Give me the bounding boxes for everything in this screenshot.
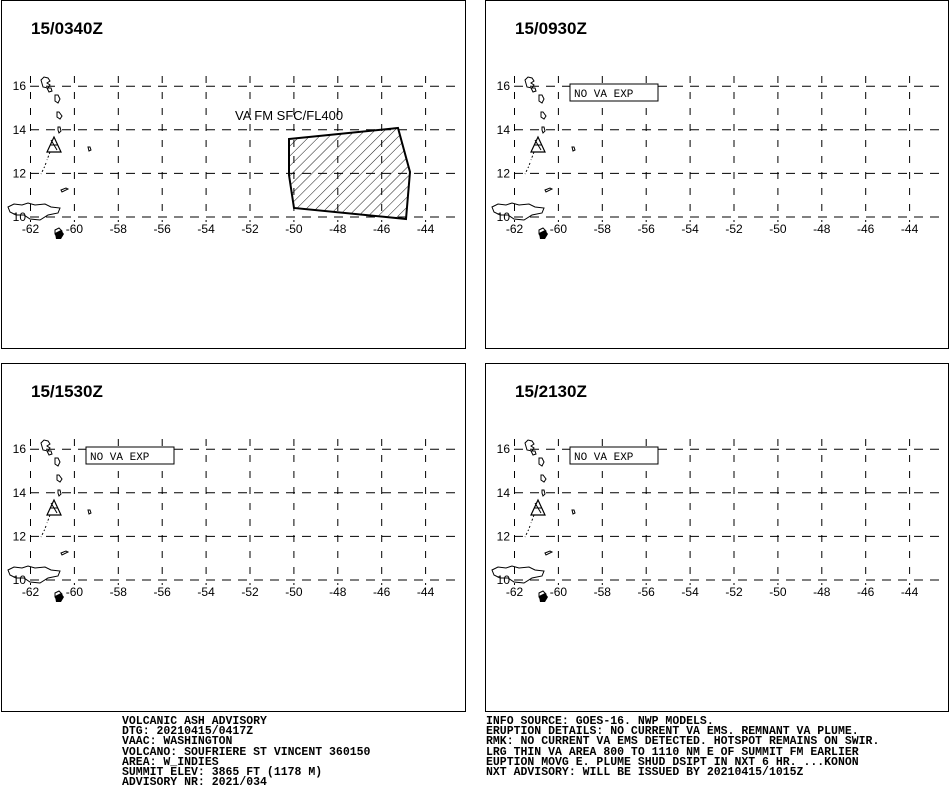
lon-tick-label: -58 bbox=[593, 222, 611, 236]
lat-tick-label: 12 bbox=[496, 529, 510, 544]
lon-tick-label: -54 bbox=[197, 222, 215, 236]
lon-tick-label: -58 bbox=[109, 222, 127, 236]
lat-tick-label: 16 bbox=[12, 79, 26, 94]
lon-tick-label: -44 bbox=[416, 585, 435, 599]
panel-title: 15/0930Z bbox=[515, 19, 587, 38]
ash-cloud-label: VA FM SFC/FL400 bbox=[235, 108, 344, 123]
lat-tick-label: 12 bbox=[12, 529, 26, 544]
lon-tick-label: -52 bbox=[241, 585, 259, 599]
lon-tick-label: -54 bbox=[681, 222, 699, 236]
lat-tick-label: 10 bbox=[12, 573, 26, 587]
lon-tick-label: -44 bbox=[900, 585, 919, 599]
lon-tick-label: -60 bbox=[549, 585, 568, 599]
panel-title: 15/1530Z bbox=[31, 382, 103, 401]
lon-tick-label: -44 bbox=[900, 222, 919, 236]
panel-frame bbox=[486, 1, 949, 349]
advisory-left-line: VAAC: WASHINGTON bbox=[122, 735, 233, 749]
advisory-left-line: VOLCANIC ASH ADVISORY bbox=[122, 715, 267, 728]
lon-tick-label: -62 bbox=[505, 585, 524, 599]
lon-tick-label: -50 bbox=[285, 585, 303, 599]
lat-tick-label: 14 bbox=[12, 485, 26, 500]
lat-tick-label: 10 bbox=[496, 573, 510, 587]
lon-tick-label: -48 bbox=[329, 585, 347, 599]
advisory-left-line: SUMMIT ELEV: 3865 FT (1178 M) bbox=[122, 765, 323, 779]
lon-tick-label: -58 bbox=[109, 585, 127, 599]
lon-tick-label: -46 bbox=[857, 585, 875, 599]
lon-tick-label: -48 bbox=[813, 585, 831, 599]
map-panel-1 bbox=[2, 0, 532, 349]
lon-tick-label: -54 bbox=[197, 585, 215, 599]
lon-tick-label: -50 bbox=[769, 222, 787, 236]
lat-tick-label: 12 bbox=[496, 166, 510, 181]
lon-tick-label: -44 bbox=[416, 222, 435, 236]
lon-tick-label: -62 bbox=[505, 222, 524, 236]
lon-tick-label: -60 bbox=[65, 585, 84, 599]
map-panel-2 bbox=[486, 0, 950, 349]
advisory-right-line: INFO SOURCE: GOES-16. NWP MODELS. bbox=[486, 715, 714, 728]
advisory-left-line: VOLCANO: SOUFRIERE ST VINCENT 360150 bbox=[122, 745, 371, 759]
no-va-label: NO VA EXP bbox=[574, 89, 634, 101]
advisory-left-line: ADVISORY NR: 2021/034 bbox=[122, 776, 267, 790]
lon-tick-label: -48 bbox=[329, 222, 347, 236]
lon-tick-label: -56 bbox=[153, 222, 171, 236]
lon-tick-label: -56 bbox=[637, 222, 655, 236]
ash-area-hatch bbox=[289, 128, 410, 219]
advisory-text-right bbox=[486, 717, 879, 778]
lat-tick-label: 10 bbox=[12, 210, 26, 224]
lon-tick-label: -46 bbox=[857, 222, 875, 236]
advisory-left-line: DTG: 20210415/0417Z bbox=[122, 725, 254, 739]
lon-tick-label: -50 bbox=[769, 585, 787, 599]
panel-title: 15/2130Z bbox=[515, 382, 587, 401]
lon-tick-label: -46 bbox=[373, 585, 391, 599]
advisory-text-left bbox=[122, 717, 370, 788]
map-panel-3 bbox=[2, 363, 532, 712]
lon-tick-label: -62 bbox=[21, 585, 40, 599]
advisory-right-line: RMK: NO CURRENT VA EMS DETECTED. HOTSPOT REMAINS ON SWIR. bbox=[486, 735, 880, 749]
lon-tick-label: -52 bbox=[725, 222, 743, 236]
lat-tick-label: 12 bbox=[12, 166, 26, 181]
lon-tick-label: -56 bbox=[637, 585, 655, 599]
advisory-right-line: LRG THIN VA AREA 800 TO 1110 NM E OF SUMMIT FM EARLIER bbox=[486, 745, 859, 759]
lon-tick-label: -52 bbox=[241, 222, 259, 236]
advisory-left-line: AREA: W_INDIES bbox=[122, 755, 219, 769]
lon-tick-label: -48 bbox=[813, 222, 831, 236]
lon-tick-label: -56 bbox=[153, 585, 171, 599]
lon-tick-label: -60 bbox=[549, 222, 568, 236]
lat-tick-label: 14 bbox=[496, 122, 510, 137]
lon-tick-label: -52 bbox=[725, 585, 743, 599]
panel-title: 15/0340Z bbox=[31, 19, 103, 38]
map-panel-4 bbox=[486, 363, 950, 712]
lat-tick-label: 16 bbox=[496, 79, 510, 94]
lat-tick-label: 16 bbox=[496, 442, 510, 457]
advisory-right-line: EUPTION MOVG E. PLUME SHUD DSIPT IN NXT 6 HR. ...KONON bbox=[486, 755, 859, 769]
no-va-label: NO VA EXP bbox=[90, 452, 150, 464]
advisory-right-line: NXT ADVISORY: WILL BE ISSUED BY 20210415/1015Z bbox=[486, 765, 804, 779]
lat-tick-label: 16 bbox=[12, 442, 26, 457]
advisory-right-line: ERUPTION DETAILS: NO CURRENT VA EMS. REMNANT VA PLUME. bbox=[486, 725, 859, 739]
lon-tick-label: -50 bbox=[285, 222, 303, 236]
lat-tick-label: 14 bbox=[496, 485, 510, 500]
panel-frame bbox=[486, 364, 949, 712]
lat-tick-label: 10 bbox=[496, 210, 510, 224]
lat-tick-label: 14 bbox=[12, 122, 26, 137]
lon-tick-label: -62 bbox=[21, 222, 40, 236]
lon-tick-label: -46 bbox=[373, 222, 391, 236]
lon-tick-label: -54 bbox=[681, 585, 699, 599]
panel-frame bbox=[2, 364, 466, 712]
no-va-label: NO VA EXP bbox=[574, 452, 634, 464]
lon-tick-label: -58 bbox=[593, 585, 611, 599]
lon-tick-label: -60 bbox=[65, 222, 84, 236]
